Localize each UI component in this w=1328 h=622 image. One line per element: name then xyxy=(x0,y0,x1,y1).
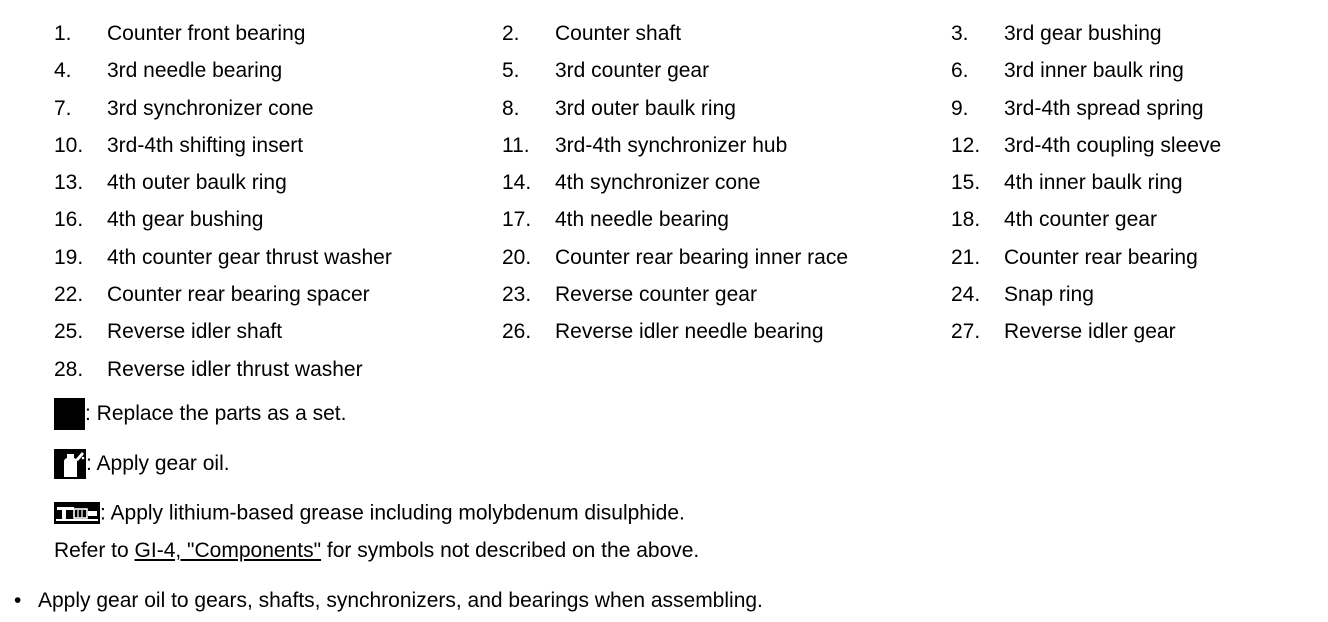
part-name: Reverse idler shaft xyxy=(107,320,283,344)
part-number: 12. xyxy=(951,133,981,157)
part-name: Snap ring xyxy=(1004,283,1094,307)
part-name: Reverse counter gear xyxy=(555,283,757,307)
assembly-note-text: Apply gear oil to gears, shafts, synchronizers, and bearings when assembling. xyxy=(38,589,763,612)
part-name: 4th synchronizer cone xyxy=(555,171,761,195)
part-name: 4th counter gear thrust washer xyxy=(107,245,392,269)
part-number: 16. xyxy=(54,208,84,232)
part-name: 3rd synchronizer cone xyxy=(107,96,314,120)
part-number: 22. xyxy=(54,283,84,307)
part-number: 17. xyxy=(502,208,532,232)
part-number: 13. xyxy=(54,171,84,195)
part-number: 4. xyxy=(54,59,72,83)
part-name: 4th needle bearing xyxy=(555,208,729,232)
legend-gear-oil-text: : Apply gear oil. xyxy=(86,452,230,475)
part-number: 5. xyxy=(502,59,520,83)
part-number: 10. xyxy=(54,133,84,157)
part-number: 26. xyxy=(502,320,532,344)
part-number: 2. xyxy=(502,22,520,45)
part-name: 3rd-4th synchronizer hub xyxy=(555,133,788,157)
gi4-components-link[interactable]: GI-4, "Components" xyxy=(134,539,322,562)
part-number: 27. xyxy=(951,320,981,344)
part-number: 6. xyxy=(951,59,969,83)
part-name: Counter rear bearing xyxy=(1004,245,1198,269)
part-name: 4th outer baulk ring xyxy=(107,171,287,195)
part-name: 4th gear bushing xyxy=(107,208,264,232)
part-number: 20. xyxy=(502,245,532,269)
part-number: 11. xyxy=(502,133,530,157)
oil-can-icon xyxy=(54,449,86,479)
part-name: 3rd inner baulk ring xyxy=(1004,59,1184,83)
part-number: 19. xyxy=(54,245,84,269)
part-name: Counter front bearing xyxy=(107,22,306,45)
part-name: 3rd-4th coupling sleeve xyxy=(1004,133,1222,157)
part-number: 21. xyxy=(951,245,981,269)
legend-gear-oil xyxy=(54,449,230,479)
part-name: 4th counter gear xyxy=(1004,208,1157,232)
part-number: 25. xyxy=(54,320,84,344)
part-number: 3. xyxy=(951,22,969,45)
reference-suffix: for symbols not described on the above. xyxy=(321,539,700,562)
part-name: 3rd-4th shifting insert xyxy=(107,133,304,157)
legend-replace-set xyxy=(54,398,346,430)
part-number: 7. xyxy=(54,96,72,120)
part-name: Counter shaft xyxy=(555,22,682,45)
assembly-note xyxy=(14,587,763,615)
grease-gun-icon xyxy=(54,502,100,524)
part-number: 8. xyxy=(502,96,520,120)
reference-note xyxy=(54,538,699,564)
part-name: Reverse idler needle bearing xyxy=(555,320,824,344)
part-number: 28. xyxy=(54,357,84,381)
part-name: Counter rear bearing spacer xyxy=(107,283,370,307)
part-name: 3rd gear bushing xyxy=(1004,22,1162,45)
part-number: 14. xyxy=(502,171,532,195)
part-number: 1. xyxy=(54,22,72,45)
part-name: 3rd-4th spread spring xyxy=(1004,96,1204,120)
part-number: 18. xyxy=(951,208,981,232)
part-name: Counter rear bearing inner race xyxy=(555,245,848,269)
part-name: 3rd needle bearing xyxy=(107,59,283,83)
part-number: 23. xyxy=(502,283,532,307)
part-number: 24. xyxy=(951,283,981,307)
legend-grease-text: : Apply lithium-based grease including molybdenum disulphide. xyxy=(100,501,685,525)
part-name: Reverse idler thrust washer xyxy=(107,357,363,381)
legend-grease xyxy=(54,500,685,526)
part-name: Reverse idler gear xyxy=(1004,320,1176,344)
part-name: 3rd counter gear xyxy=(555,59,710,83)
solid-square-icon xyxy=(54,398,85,430)
reference-prefix: Refer to xyxy=(54,539,135,562)
part-name: 3rd outer baulk ring xyxy=(555,96,736,120)
part-number: 15. xyxy=(951,171,981,195)
part-name: 4th inner baulk ring xyxy=(1004,171,1183,195)
legend-replace-set-text: : Replace the parts as a set. xyxy=(85,402,347,425)
part-number: 9. xyxy=(951,96,969,120)
bullet-icon: • xyxy=(14,589,22,612)
